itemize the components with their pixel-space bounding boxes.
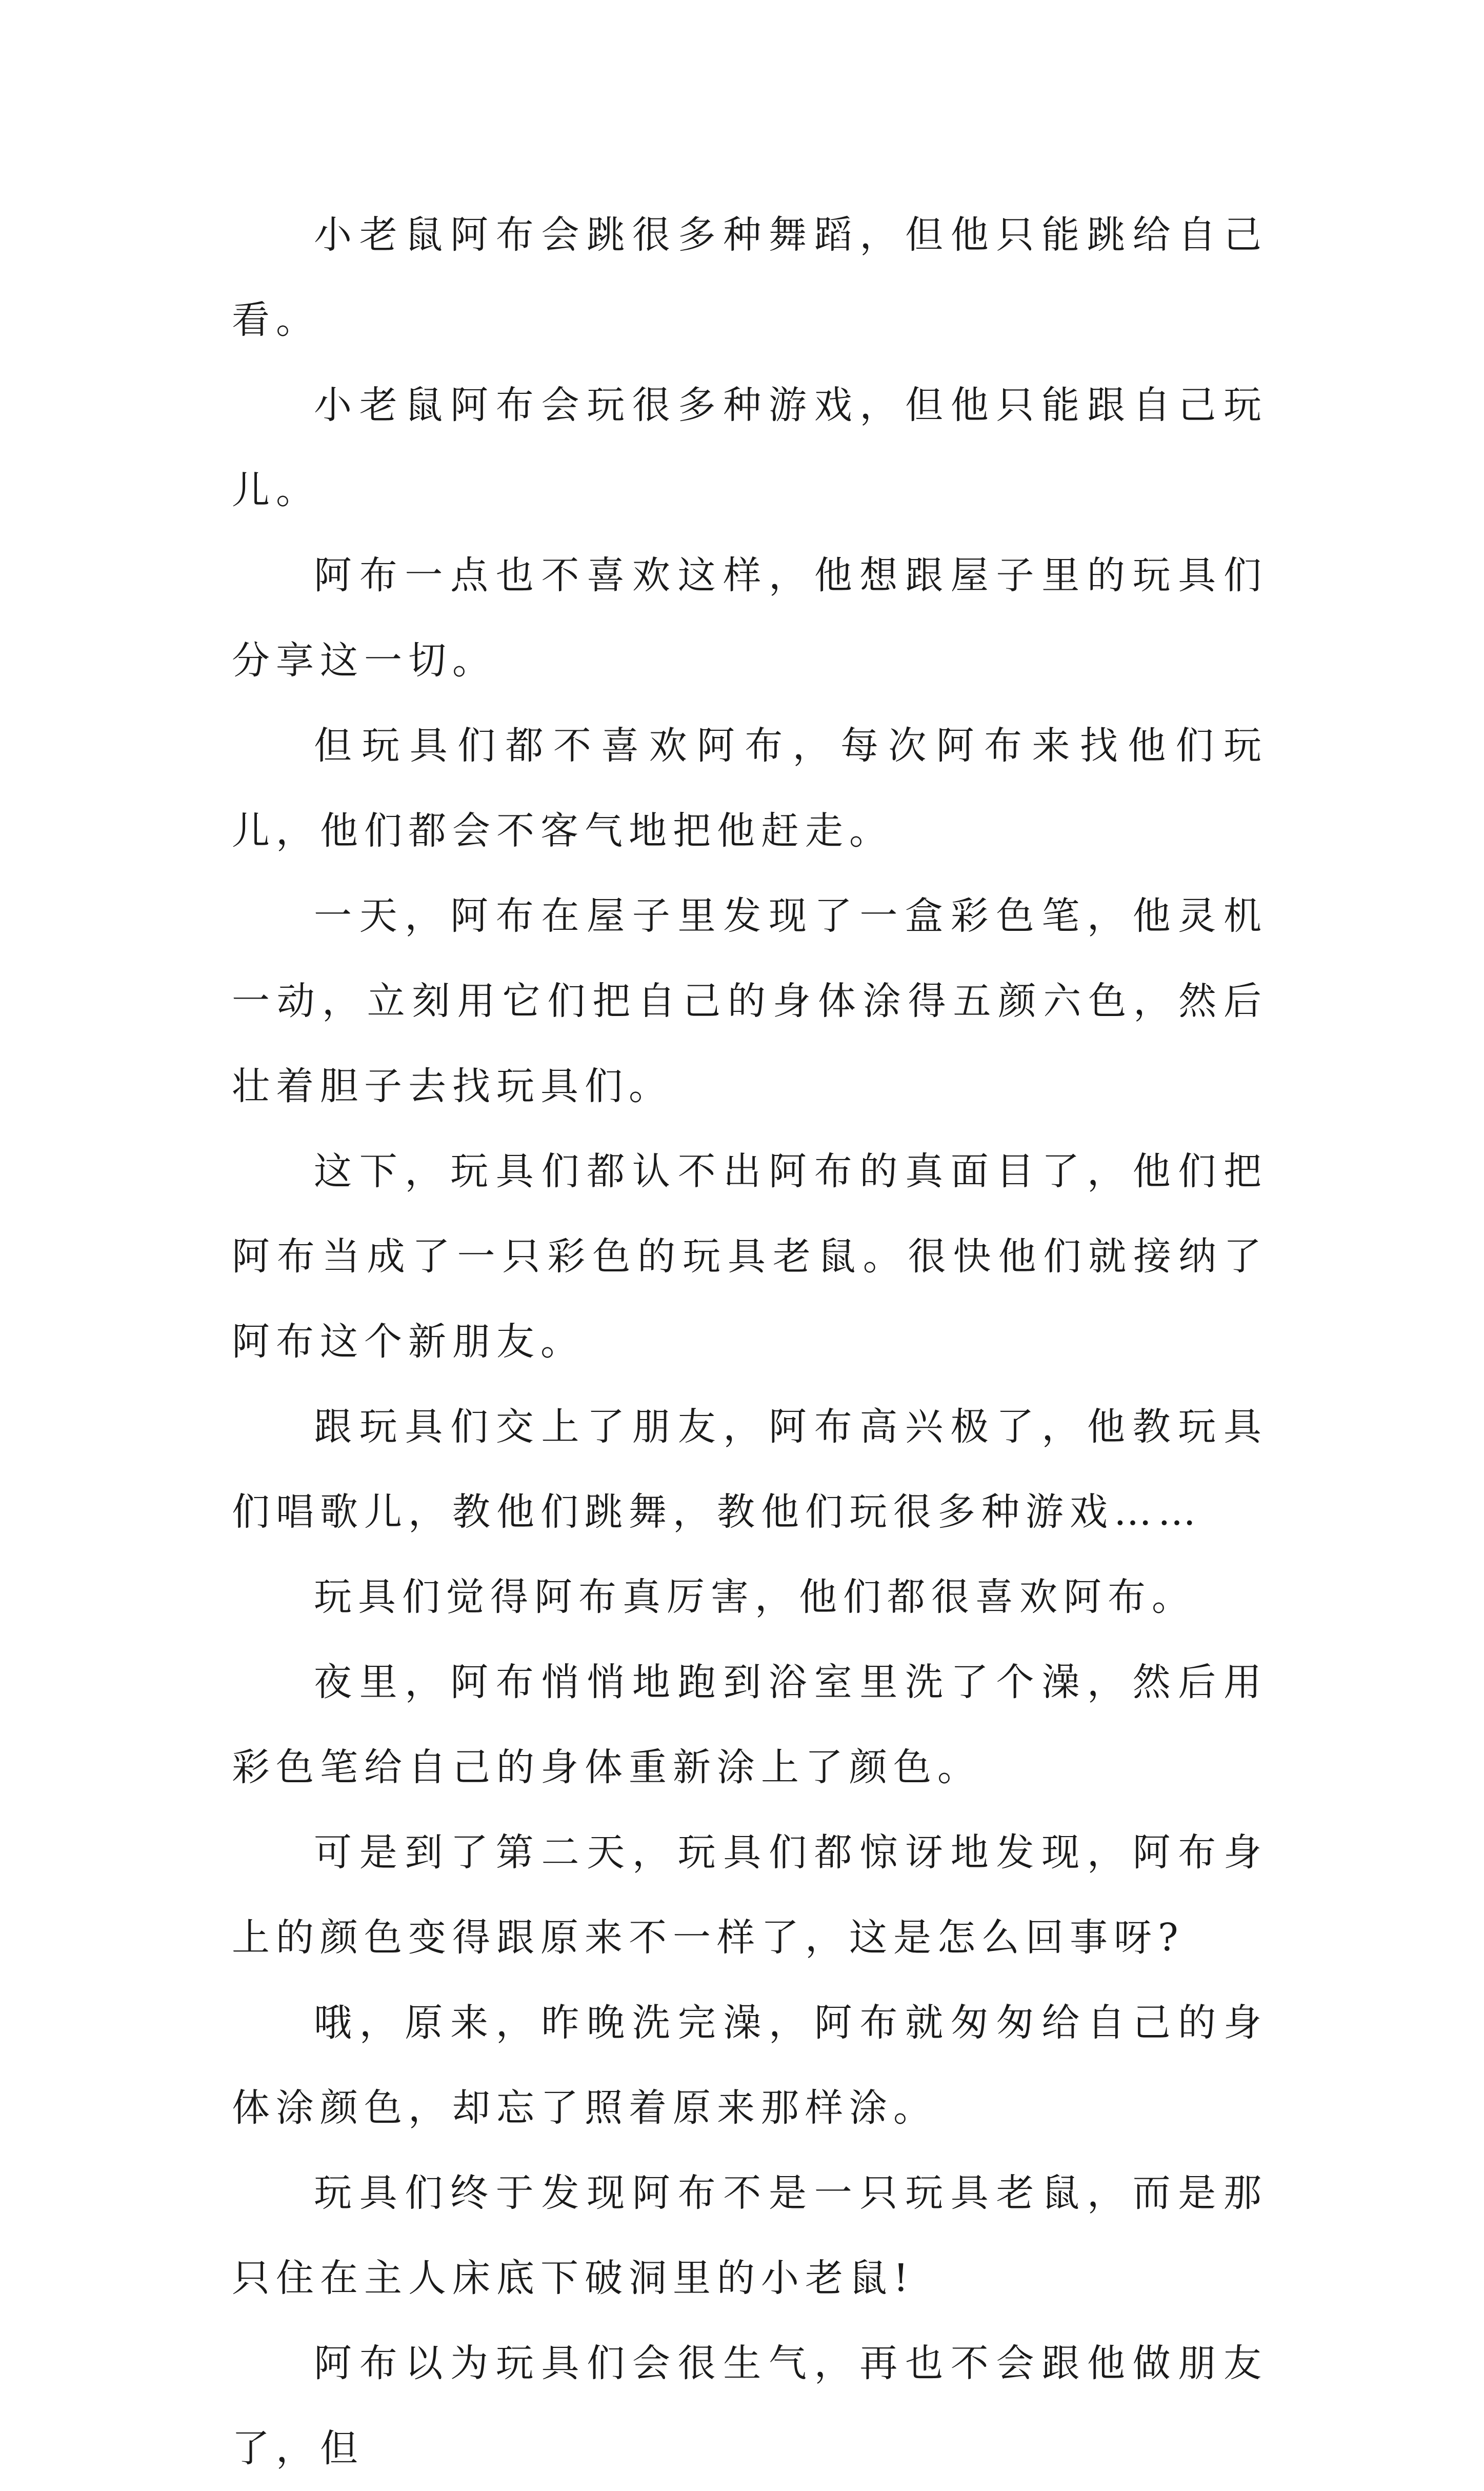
paragraph: 夜里，阿布悄悄地跑到浴室里洗了个澡，然后用彩色笔给自己的身体重新涂上了颜色。	[232, 1660, 1268, 1789]
paragraph: 小老鼠阿布会玩很多种游戏，但他只能跟自己玩儿。	[232, 383, 1268, 512]
paragraph: 小老鼠阿布会跳很多种舞蹈，但他只能跳给自己看。	[232, 213, 1268, 342]
story-text	[232, 192, 1268, 2491]
paragraph: 玩具们觉得阿布真厉害，他们都很喜欢阿布。	[314, 1575, 1196, 1619]
paragraph: 哦，原来，昨晚洗完澡，阿布就匆匆给自己的身体涂颜色，却忘了照着原来那样涂。	[232, 2001, 1268, 2130]
paragraph: 这下，玩具们都认不出阿布的真面目了，他们把阿布当成了一只彩色的玩具老鼠。很快他们就接纳了阿布这个新朋友。	[232, 1149, 1268, 1364]
paragraph: 跟玩具们交上了朋友，阿布高兴极了，他教玩具们唱歌儿，教他们跳舞，教他们玩很多种游戏……	[232, 1405, 1268, 1534]
paragraph: 玩具们终于发现阿布不是一只玩具老鼠，而是那只住在主人床底下破洞里的小老鼠!	[232, 2171, 1268, 2300]
paragraph: 阿布一点也不喜欢这样，他想跟屋子里的玩具们分享这一切。	[232, 553, 1268, 683]
paragraph: 但玩具们都不喜欢阿布，每次阿布来找他们玩儿，他们都会不客气地把他赶走。	[232, 724, 1268, 853]
paragraph: 可是到了第二天，玩具们都惊讶地发现，阿布身上的颜色变得跟原来不一样了，这是怎么回事呀?	[232, 1830, 1268, 1960]
paragraph: 阿布以为玩具们会很生气，再也不会跟他做朋友了，但	[232, 2341, 1268, 2470]
paragraph: 一天，阿布在屋子里发现了一盒彩色笔，他灵机一动，立刻用它们把自己的身体涂得五颜六色，然后壮着胆子去找玩具们。	[232, 894, 1268, 1108]
